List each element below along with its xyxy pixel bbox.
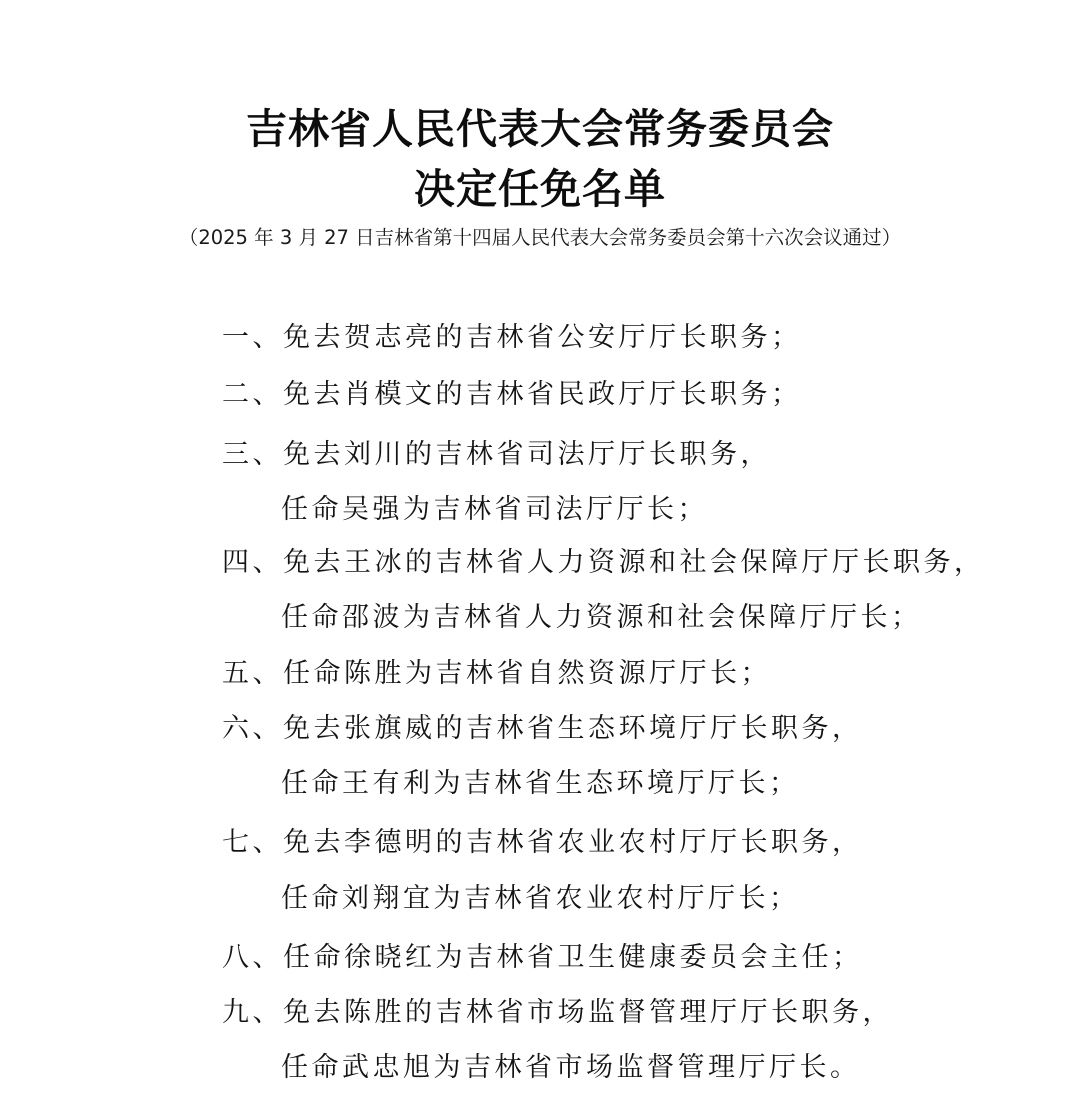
list-item-7-continuation: 任命刘翔宜为吉林省农业农村厅厅长； (281, 883, 800, 914)
list-item-1: 一、免去贺志亮的吉林省公安厅厅长职务； (222, 322, 802, 353)
document-title-line1: 吉林省人民代表大会常务委员会 (246, 105, 834, 153)
list-item-2: 二、免去肖模文的吉林省民政厅厅长职务； (222, 379, 802, 410)
list-item-6: 六、免去张旗威的吉林省生态环境厅厅长职务， (222, 713, 863, 744)
list-item-5: 五、任命陈胜为吉林省自然资源厅厅长； (222, 658, 771, 689)
list-item-7: 七、免去李德明的吉林省农业农村厅厅长职务， (222, 827, 863, 858)
list-item-4: 四、免去王冰的吉林省人力资源和社会保障厅厅长职务， (222, 547, 985, 578)
document-subtitle: （2025 年 3 月 27 日吉林省第十四届人民代表大会常务委员会第十六次会议通过） (178, 226, 902, 249)
list-item-9: 九、免去陈胜的吉林省市场监督管理厅厅长职务， (222, 997, 893, 1028)
list-item-9-continuation: 任命武忠旭为吉林省市场监督管理厅厅长。 (281, 1052, 861, 1083)
list-item-4-continuation: 任命邵波为吉林省人力资源和社会保障厅厅长； (281, 602, 922, 633)
list-item-6-continuation: 任命王有利为吉林省生态环境厅厅长； (281, 768, 800, 799)
list-item-3-continuation: 任命吴强为吉林省司法厅厅长； (281, 494, 708, 525)
list-item-3: 三、免去刘川的吉林省司法厅厅长职务， (222, 439, 771, 470)
document-title-line2: 决定任免名单 (414, 165, 666, 213)
list-item-8: 八、任命徐晓红为吉林省卫生健康委员会主任； (222, 942, 863, 973)
